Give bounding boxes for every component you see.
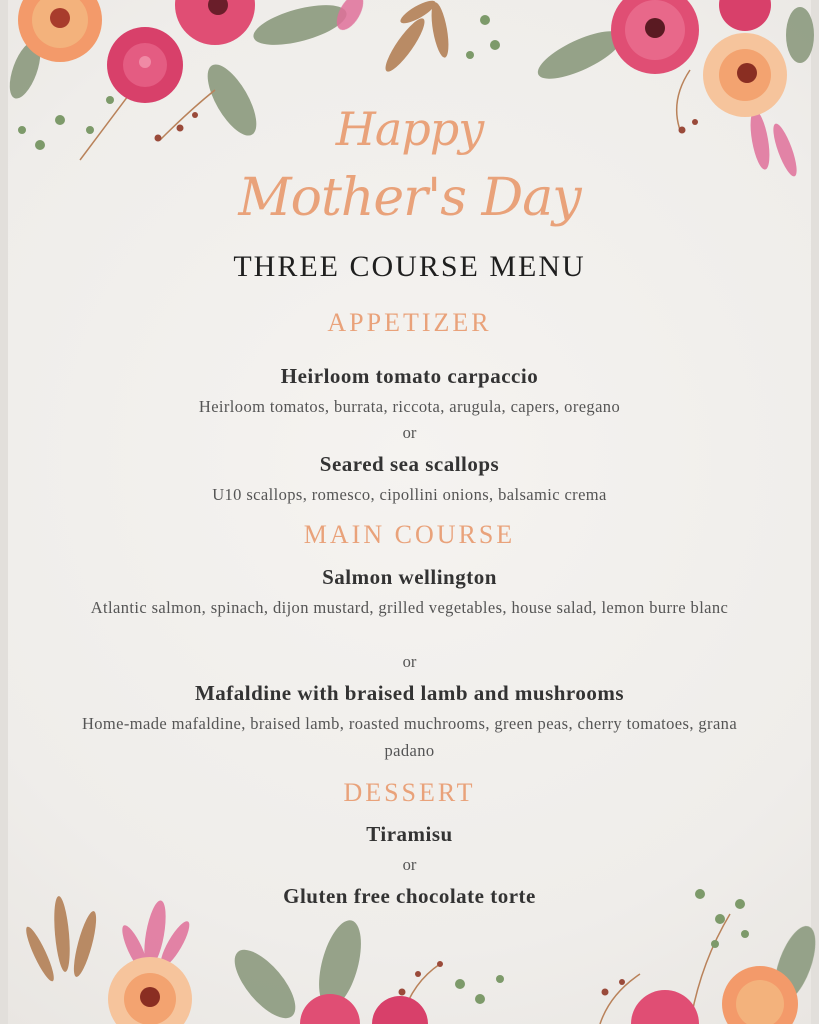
menu-subtitle: THREE COURSE MENU — [233, 250, 586, 283]
section-heading-appetizer: APPETIZER — [327, 308, 492, 337]
dish-name: Heirloom tomato carpaccio — [280, 364, 539, 388]
title-happy: Happy — [335, 102, 484, 156]
dish-name: Mafaldine with braised lamb and mushrooms — [194, 681, 625, 705]
dish-name: Gluten free chocolate torte — [283, 884, 536, 908]
dish-name: Salmon wellington — [322, 565, 497, 589]
dish-description: U10 scallops, romesco, cipollini onions, balsamic crema — [212, 485, 607, 504]
or-separator: or — [402, 423, 417, 442]
dish-description: Heirloom tomatos, burrata, riccota, arugula, capers, oregano — [198, 397, 621, 416]
section-heading-dessert: DESSERT — [343, 778, 476, 807]
dish-description: Home-made mafaldine, braised lamb, roasted muchrooms, green peas, cherry tomatoes, grana padano — [81, 714, 738, 760]
or-separator: or — [402, 855, 417, 874]
section-heading-main-course: MAIN COURSE — [303, 520, 516, 549]
dish-description: Atlantic salmon, spinach, dijon mustard, grilled vegetables, house salad, lemon burre blanc — [90, 598, 729, 617]
title-mothers-day: Mother's Day — [238, 168, 581, 228]
dish-name: Seared sea scallops — [319, 452, 500, 476]
or-separator: or — [402, 652, 417, 671]
dish-name: Tiramisu — [366, 822, 453, 846]
